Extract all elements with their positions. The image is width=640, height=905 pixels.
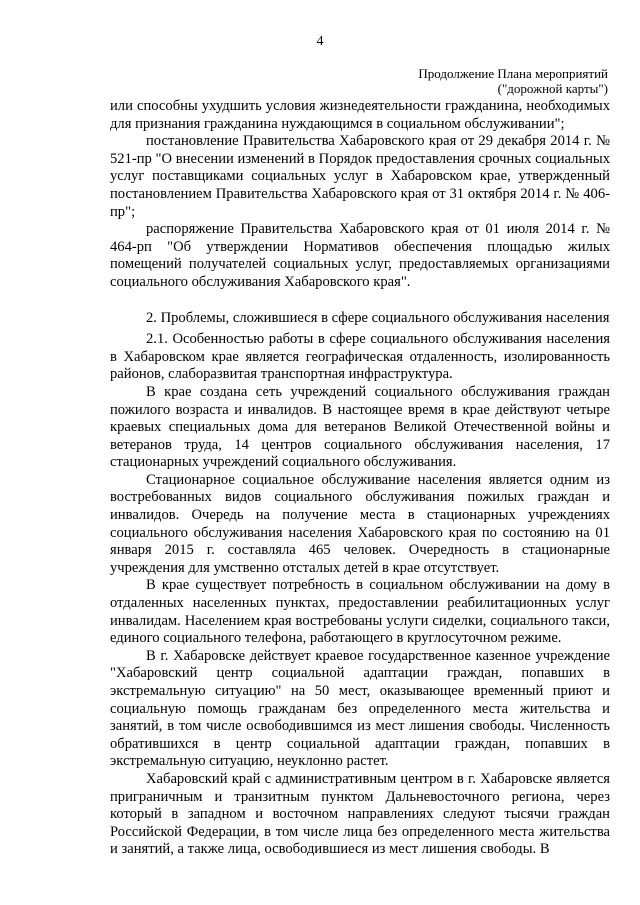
running-header [418, 66, 608, 96]
running-header-line-1: Продолжение Плана мероприятий [418, 66, 608, 81]
paragraph-stationary: Стационарное социальное обслуживание населения является одним из востребованных видов социального обслуживания пожилых граждан и инвалидов. Очередь на получение места в стационарных учреждениях социального обслуживания населения Хабаровского края по состоянию на 01 января 2015 г. составляла 465 человек. Очередность в стационарные учреждения для умственно отсталых детей в крае отсутствует. [110, 471, 610, 576]
paragraph-transit: Хабаровский край с административным центром в г. Хабаровске является приграничным и транзитным пунктом Дальневосточного региона, через который в западном и восточном направлениях следуют тысячи граждан Российской Федерации, в том числе лица без определенного места жительства и занятий, а также лица, освободившиеся из мест лишения свободы. В [110, 770, 610, 858]
page-number: 4 [316, 34, 324, 49]
paragraph-2-1: 2.1. Особенностью работы в сфере социального обслуживания населения в Хабаровском крае является географическая отдаленность, изолированность районов, слаборазвитая транспортная инфраструктура. [110, 331, 610, 383]
paragraph-adaptation-center: В г. Хабаровске действует краевое государственное казенное учреждение "Хабаровский центр социальной адаптации граждан, попавших в экстремальную ситуацию" на 50 мест, оказывающее временный приют и социальную помощь гражданам без определенного места жительства и занятий, в том числе освободившимся из мест лишения свободы. Численность обратившихся в центр социальной адаптации граждан, попавших в экстремальную ситуацию, неуклонно растет. [110, 647, 610, 770]
paragraph-home-care: В крае существует потребность в социальном обслуживании на дому в отдаленных населенных пунктах, предоставлении реабилитационных услуг инвалидам. Населением края востребованы услуги сиделки, социального такси, единого социального телефона, работающего в круглосуточном режиме. [110, 577, 610, 647]
section-heading: 2. Проблемы, сложившиеся в сфере социального обслуживания населения [146, 309, 610, 326]
paragraph-decree-521: постановление Правительства Хабаровского края от 29 декабря 2014 г. № 521-пр "О внесении изменений в Порядок предоставления срочных социальных услуг поставщиками социальных услуг в Хабаровском крае, утвержденный постановлением Правительства Хабаровского края от 31 октября 2014 г. № 406-пр"; [110, 133, 610, 220]
paragraph-continuation: или способны ухудшить условия жизнедеятельности гражданина, необходимых для признания гражданина нуждающимся в социальном обслуживании"; [110, 98, 610, 132]
body-text [110, 98, 610, 859]
paragraph-network: В крае создана сеть учреждений социального обслуживания граждан пожилого возраста и инвалидов. В настоящее время в крае действуют четыре краевых специальных дома для ветеранов Великой Отечественной войны и ветеранов труда, 14 центров социального обслуживания населения, 17 стационарных учреждений социального обслуживания. [110, 383, 610, 471]
paragraph-order-464: распоряжение Правительства Хабаровского края от 01 июля 2014 г. № 464-рп "Об утверждении Нормативов обеспечения площадью жилых помещений получателей социальных услуг, предоставляемых организациями социального обслуживания Хабаровского края". [110, 221, 610, 290]
running-header-line-2: ("дорожной карты") [497, 81, 608, 96]
